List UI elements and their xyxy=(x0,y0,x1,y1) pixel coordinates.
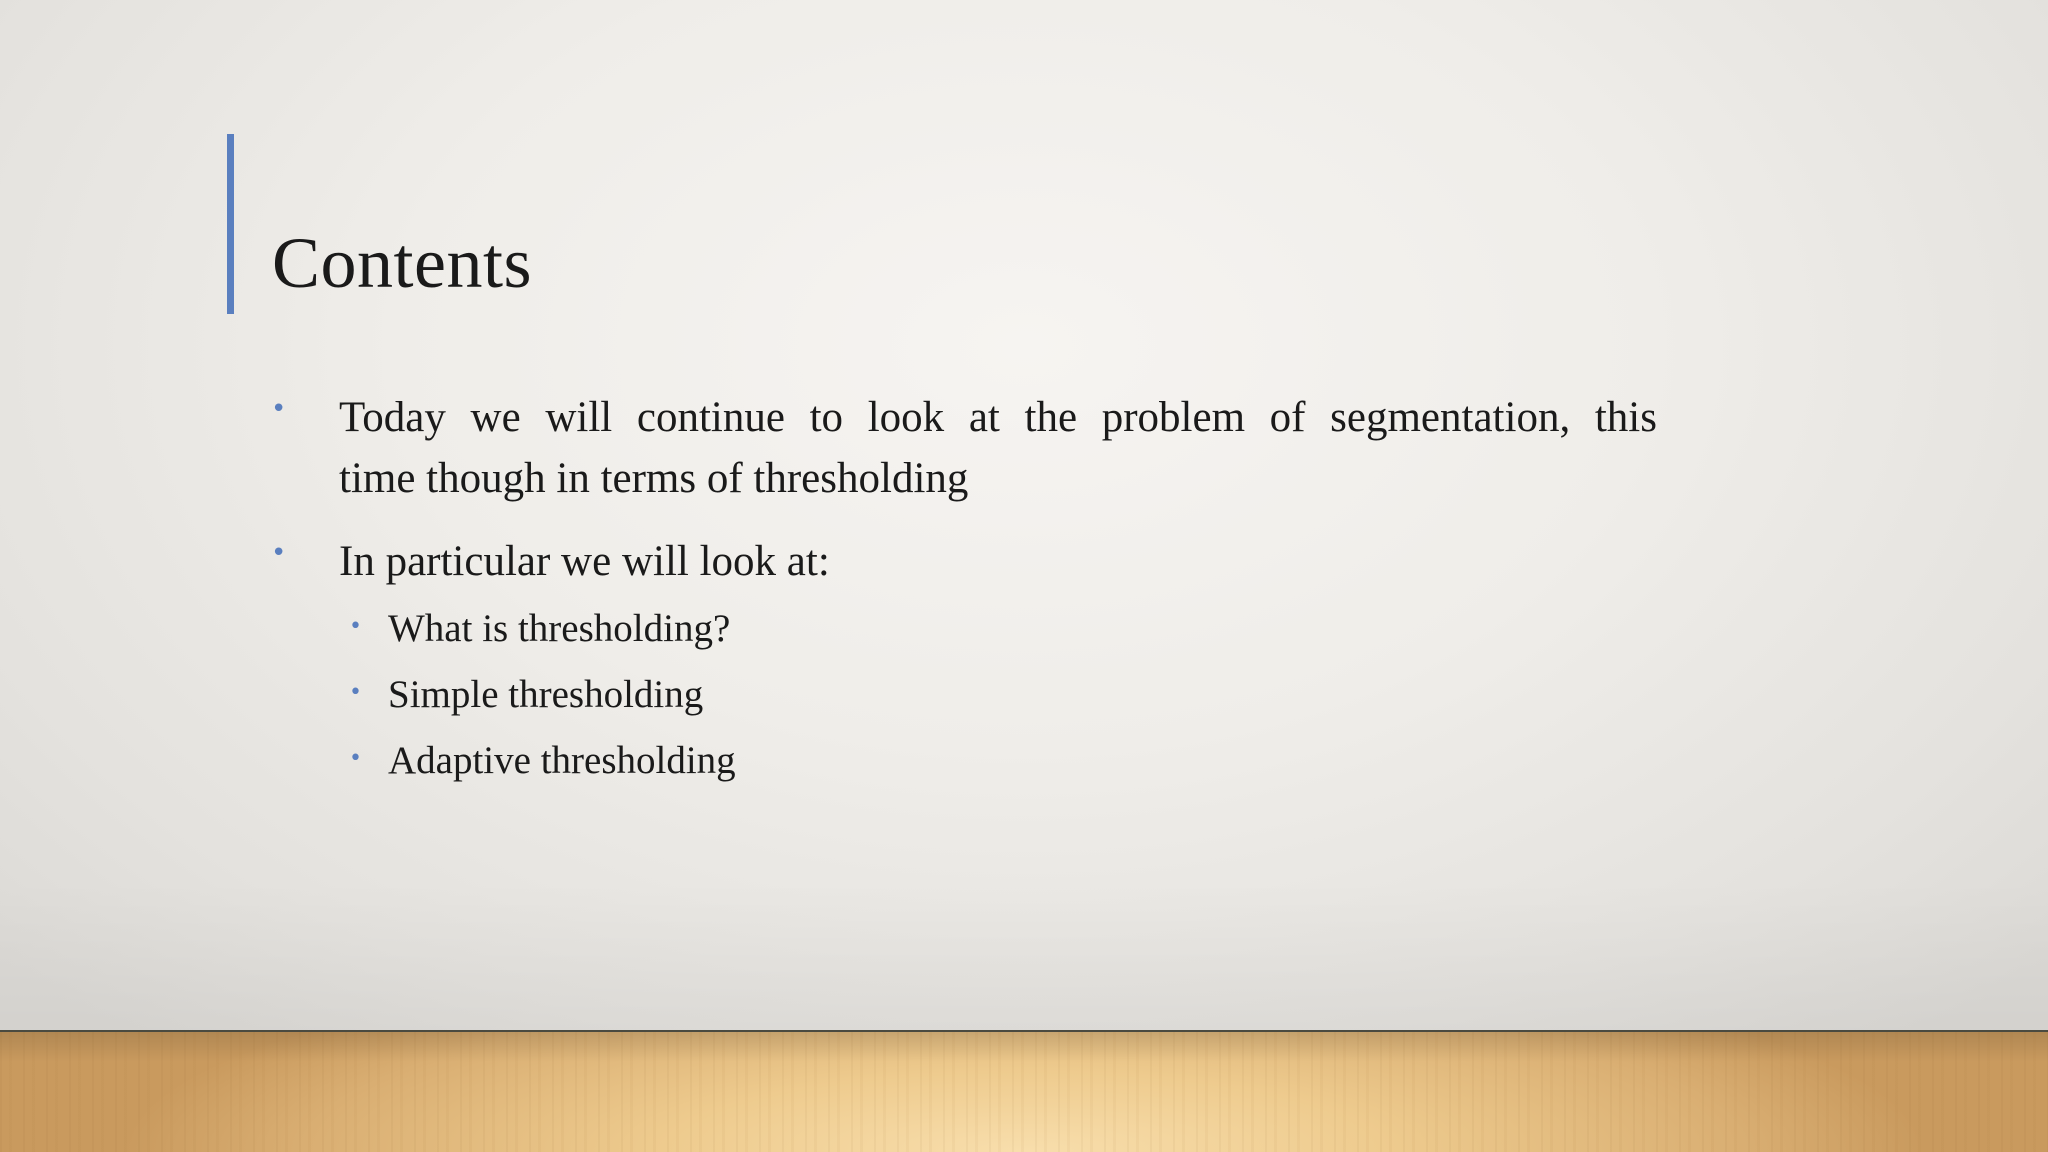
wall-shadow xyxy=(0,880,2048,1030)
slide-title: Contents xyxy=(272,223,533,303)
sub-bullet-2: Simple thresholding xyxy=(388,673,704,716)
sub-bullet-1: What is thresholding? xyxy=(388,607,731,650)
sub-bullet-3: Adaptive thresholding xyxy=(388,739,736,782)
sub-bullet-dot-icon: • xyxy=(349,680,362,705)
sub-bullet-dot-icon: • xyxy=(349,614,362,639)
bullet-2-text: In particular we will look at: xyxy=(339,538,830,585)
bullet-dot-icon: • xyxy=(271,538,287,568)
sub-bullet-dot-icon: • xyxy=(349,746,362,771)
bullet-1-line-2: time though in terms of thresholding xyxy=(339,455,969,502)
bullet-dot-icon: • xyxy=(271,394,287,424)
title-accent-bar xyxy=(227,134,234,314)
bullet-1-line-1: Today we will continue to look at the problem of segmentation, this xyxy=(339,394,1657,441)
wood-floor xyxy=(0,1030,2048,1152)
